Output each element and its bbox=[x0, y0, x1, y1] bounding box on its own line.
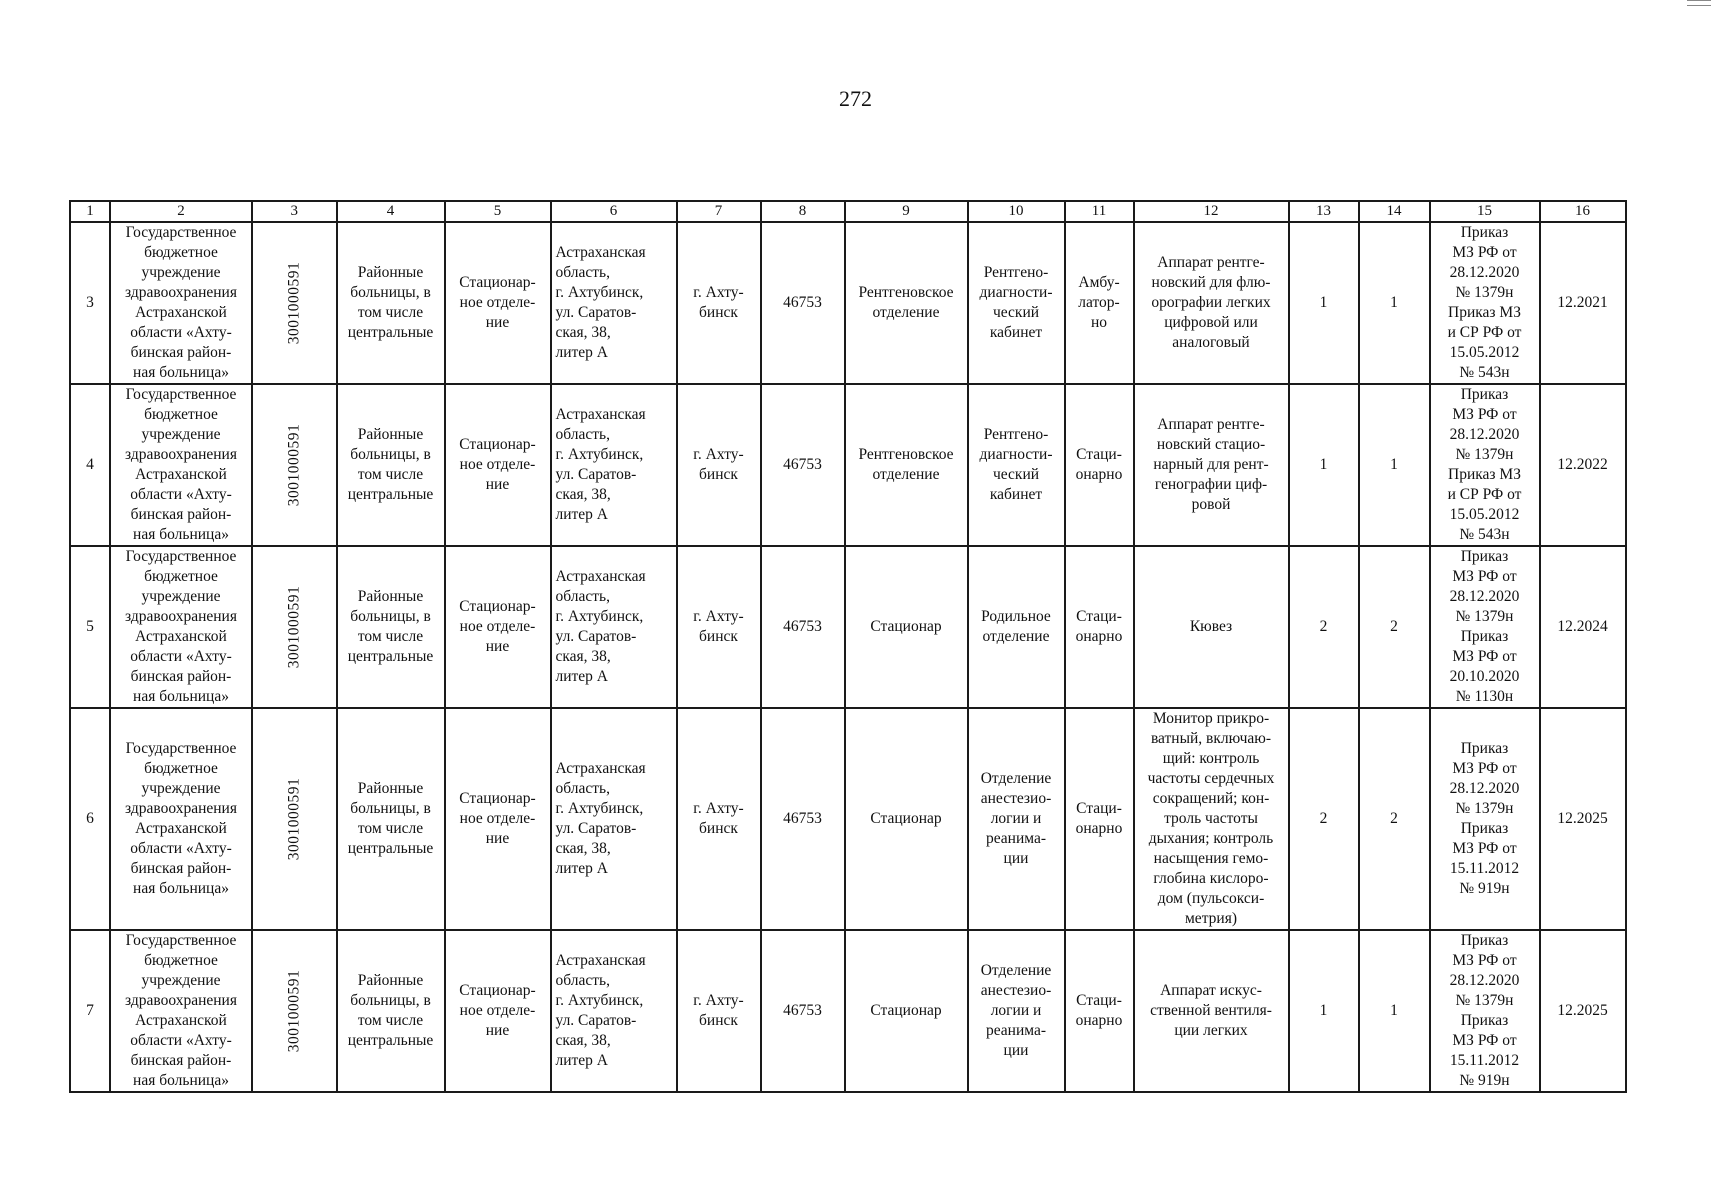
quantity-cell: 2 bbox=[1289, 708, 1359, 930]
row-number-cell: 3 bbox=[70, 222, 110, 384]
basis-cell: Приказ МЗ РФ от 28.12.2020 № 1379н Приказ МЗ РФ от 15.11.2012 № 919н bbox=[1430, 708, 1540, 930]
row-number-cell: 5 bbox=[70, 546, 110, 708]
column-number: 10 bbox=[968, 201, 1065, 222]
table-row bbox=[70, 930, 1626, 1092]
oktmo-cell: 46753 bbox=[761, 546, 845, 708]
code-cell bbox=[252, 384, 337, 546]
row-number-cell: 7 bbox=[70, 930, 110, 1092]
column-number: 1 bbox=[70, 201, 110, 222]
date-cell: 12.2022 bbox=[1540, 384, 1626, 546]
division-cell: Стационар- ное отделе- ние bbox=[445, 222, 551, 384]
mode-cell: Стаци- онарно bbox=[1065, 930, 1134, 1092]
department-cell: Стационар bbox=[845, 708, 968, 930]
scan-edge-mark bbox=[1687, 0, 1711, 6]
column-number: 4 bbox=[337, 201, 445, 222]
address-cell: Астраханская область, г. Ахтубинск, ул. Саратов- ская, 38, литер А bbox=[551, 384, 677, 546]
column-number: 12 bbox=[1134, 201, 1289, 222]
department-cell: Стационар bbox=[845, 546, 968, 708]
date-cell: 12.2024 bbox=[1540, 546, 1626, 708]
institution-cell: Государственное бюджетное учреждение здравоохранения Астраханской области «Ахту- бинская район- ная больница» bbox=[110, 222, 252, 384]
code-text: 3001000591 bbox=[285, 585, 303, 669]
department-cell: Рентгеновское отделение bbox=[845, 222, 968, 384]
address-cell: Астраханская область, г. Ахтубинск, ул. Саратов- ская, 38, литер А bbox=[551, 546, 677, 708]
division-cell: Стационар- ное отделе- ние bbox=[445, 384, 551, 546]
equipment-cell: Аппарат рентге- новский для флю- орографии легких цифровой или аналоговый bbox=[1134, 222, 1289, 384]
department-cell: Стационар bbox=[845, 930, 968, 1092]
unit-cell: Отделение анестезио- логии и реанима- ции bbox=[968, 708, 1065, 930]
quantity-cell: 1 bbox=[1359, 384, 1430, 546]
oktmo-cell: 46753 bbox=[761, 930, 845, 1092]
oktmo-cell: 46753 bbox=[761, 222, 845, 384]
oktmo-cell: 46753 bbox=[761, 708, 845, 930]
oktmo-cell: 46753 bbox=[761, 384, 845, 546]
institution-cell: Государственное бюджетное учреждение здравоохранения Астраханской области «Ахту- бинская район- ная больница» bbox=[110, 546, 252, 708]
unit-cell: Рентгено- диагности- ческий кабинет bbox=[968, 222, 1065, 384]
table-row bbox=[70, 222, 1626, 384]
column-number: 9 bbox=[845, 201, 968, 222]
column-number: 7 bbox=[677, 201, 761, 222]
unit-cell: Рентгено- диагности- ческий кабинет bbox=[968, 384, 1065, 546]
institution-cell: Государственное бюджетное учреждение здравоохранения Астраханской области «Ахту- бинская район- ная больница» bbox=[110, 384, 252, 546]
city-cell: г. Ахту- бинск bbox=[677, 708, 761, 930]
department-cell: Рентгеновское отделение bbox=[845, 384, 968, 546]
column-number: 13 bbox=[1289, 201, 1359, 222]
column-number: 3 bbox=[252, 201, 337, 222]
city-cell: г. Ахту- бинск bbox=[677, 546, 761, 708]
row-number-cell: 4 bbox=[70, 384, 110, 546]
code-cell bbox=[252, 546, 337, 708]
mode-cell: Амбу- латор- но bbox=[1065, 222, 1134, 384]
column-number: 11 bbox=[1065, 201, 1134, 222]
column-number: 14 bbox=[1359, 201, 1430, 222]
date-cell: 12.2021 bbox=[1540, 222, 1626, 384]
code-cell bbox=[252, 708, 337, 930]
hospital-type-cell: Районные больницы, в том числе центральные bbox=[337, 222, 445, 384]
city-cell: г. Ахту- бинск bbox=[677, 384, 761, 546]
equipment-cell: Монитор прикро- ватный, включаю- щий: контроль частоты сердечных сокращений; кон- троль частоты дыхания; контроль насыщения гемо- глобина кислоро- дом (пульсокси- метрия) bbox=[1134, 708, 1289, 930]
code-text: 3001000591 bbox=[285, 969, 303, 1053]
division-cell: Стационар- ное отделе- ние bbox=[445, 708, 551, 930]
address-cell: Астраханская область, г. Ахтубинск, ул. Саратов- ская, 38, литер А bbox=[551, 708, 677, 930]
column-number: 6 bbox=[551, 201, 677, 222]
quantity-cell: 1 bbox=[1289, 384, 1359, 546]
basis-cell: Приказ МЗ РФ от 28.12.2020 № 1379н Приказ МЗ и СР РФ от 15.05.2012 № 543н bbox=[1430, 384, 1540, 546]
address-cell: Астраханская область, г. Ахтубинск, ул. Саратов- ская, 38, литер А bbox=[551, 222, 677, 384]
code-text: 3001000591 bbox=[285, 423, 303, 507]
quantity-cell: 1 bbox=[1289, 222, 1359, 384]
code-text: 3001000591 bbox=[285, 261, 303, 345]
code-cell bbox=[252, 222, 337, 384]
equipment-cell: Аппарат рентге- новский стацио- нарный для рент- генографии циф- ровой bbox=[1134, 384, 1289, 546]
quantity-cell: 1 bbox=[1359, 222, 1430, 384]
table-row bbox=[70, 384, 1626, 546]
column-number: 16 bbox=[1540, 201, 1626, 222]
column-number: 8 bbox=[761, 201, 845, 222]
column-number: 15 bbox=[1430, 201, 1540, 222]
hospital-type-cell: Районные больницы, в том числе центральные bbox=[337, 930, 445, 1092]
institution-cell: Государственное бюджетное учреждение здравоохранения Астраханской области «Ахту- бинская район- ная больница» bbox=[110, 930, 252, 1092]
date-cell: 12.2025 bbox=[1540, 708, 1626, 930]
city-cell: г. Ахту- бинск bbox=[677, 222, 761, 384]
institution-cell: Государственное бюджетное учреждение здравоохранения Астраханской области «Ахту- бинская район- ная больница» bbox=[110, 708, 252, 930]
division-cell: Стационар- ное отделе- ние bbox=[445, 546, 551, 708]
row-number-cell: 6 bbox=[70, 708, 110, 930]
hospital-type-cell: Районные больницы, в том числе центральные bbox=[337, 384, 445, 546]
basis-cell: Приказ МЗ РФ от 28.12.2020 № 1379н Приказ МЗ РФ от 15.11.2012 № 919н bbox=[1430, 930, 1540, 1092]
table-row bbox=[70, 546, 1626, 708]
equipment-register-table bbox=[69, 200, 1627, 1093]
column-number: 5 bbox=[445, 201, 551, 222]
quantity-cell: 2 bbox=[1359, 546, 1430, 708]
hospital-type-cell: Районные больницы, в том числе центральные bbox=[337, 546, 445, 708]
mode-cell: Стаци- онарно bbox=[1065, 384, 1134, 546]
mode-cell: Стаци- онарно bbox=[1065, 546, 1134, 708]
equipment-cell: Аппарат искус- ственной вентиля- ции легких bbox=[1134, 930, 1289, 1092]
date-cell: 12.2025 bbox=[1540, 930, 1626, 1092]
basis-cell: Приказ МЗ РФ от 28.12.2020 № 1379н Приказ МЗ РФ от 20.10.2020 № 1130н bbox=[1430, 546, 1540, 708]
division-cell: Стационар- ное отделе- ние bbox=[445, 930, 551, 1092]
unit-cell: Отделение анестезио- логии и реанима- ции bbox=[968, 930, 1065, 1092]
equipment-cell: Кювез bbox=[1134, 546, 1289, 708]
code-cell bbox=[252, 930, 337, 1092]
quantity-cell: 1 bbox=[1289, 930, 1359, 1092]
quantity-cell: 2 bbox=[1289, 546, 1359, 708]
page-number: 272 bbox=[839, 86, 872, 111]
table-row bbox=[70, 708, 1626, 930]
unit-cell: Родильное отделение bbox=[968, 546, 1065, 708]
city-cell: г. Ахту- бинск bbox=[677, 930, 761, 1092]
column-number-row bbox=[70, 201, 1626, 222]
quantity-cell: 1 bbox=[1359, 930, 1430, 1092]
address-cell: Астраханская область, г. Ахтубинск, ул. Саратов- ская, 38, литер А bbox=[551, 930, 677, 1092]
quantity-cell: 2 bbox=[1359, 708, 1430, 930]
basis-cell: Приказ МЗ РФ от 28.12.2020 № 1379н Приказ МЗ и СР РФ от 15.05.2012 № 543н bbox=[1430, 222, 1540, 384]
column-number: 2 bbox=[110, 201, 252, 222]
mode-cell: Стаци- онарно bbox=[1065, 708, 1134, 930]
hospital-type-cell: Районные больницы, в том числе центральные bbox=[337, 708, 445, 930]
code-text: 3001000591 bbox=[285, 777, 303, 861]
